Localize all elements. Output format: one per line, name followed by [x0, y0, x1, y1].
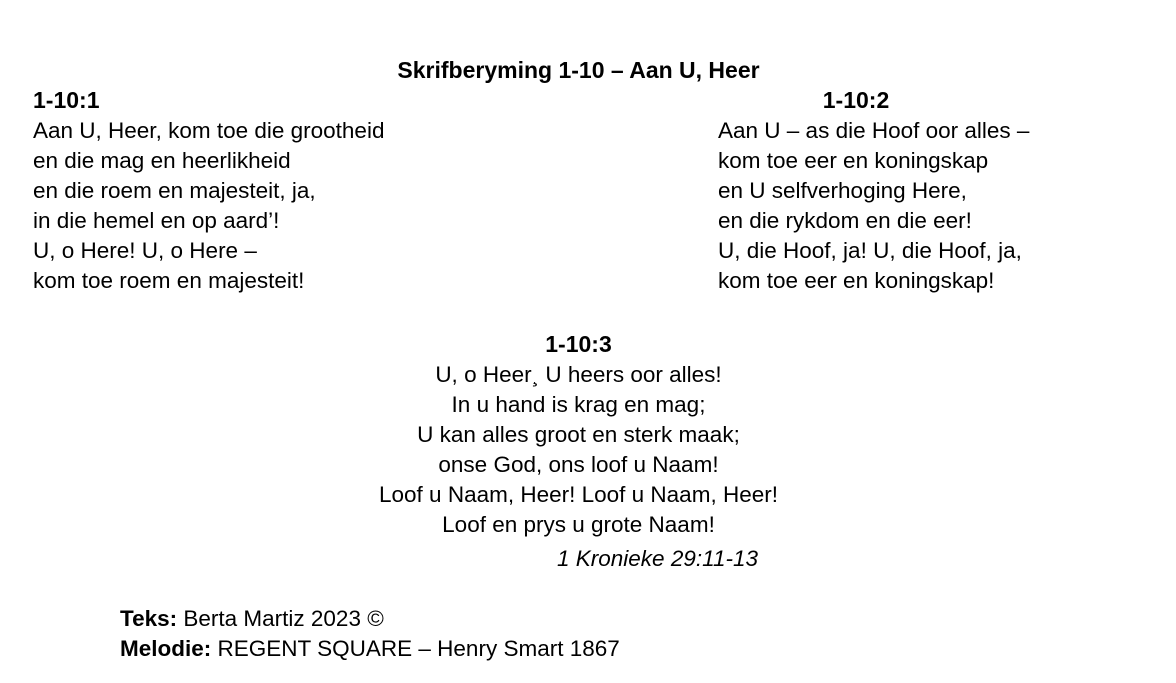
stanza-number: 1-10:3: [545, 331, 612, 357]
lyric-line: en U selfverhoging Here,: [718, 178, 967, 203]
stanza-1: [33, 86, 384, 296]
text-credit-label: Teks:: [120, 606, 178, 631]
stanza-number: 1-10:2: [822, 87, 890, 113]
lyric-line: U, die Hoof, ja! U, die Hoof, ja,: [718, 238, 1022, 263]
text-credit-value: Berta Martiz 2023 ©: [183, 606, 384, 631]
lyric-line: Aan U – as die Hoof oor alles –: [718, 118, 1030, 143]
lyric-line: en die mag en heerlikheid: [33, 148, 291, 173]
lyric-line: en die roem en majesteit, ja,: [33, 178, 316, 203]
lyric-line: U, o Here! U, o Here –: [33, 238, 257, 263]
stanza-number: 1-10:1: [33, 87, 100, 113]
lyric-line: kom toe eer en koningskap!: [718, 268, 995, 293]
document-title: Skrifberyming 1-10 – Aan U, Heer: [397, 57, 760, 83]
melody-credit-value: REGENT SQUARE – Henry Smart 1867: [217, 636, 620, 661]
credits: [120, 604, 620, 664]
lyric-line: in die hemel en op aard’!: [33, 208, 280, 233]
lyric-line: U, o Heer¸ U heers oor alles!: [435, 362, 722, 387]
text-credit: [120, 604, 620, 634]
lyric-line: In u hand is krag en mag;: [451, 392, 706, 417]
melody-credit: [120, 634, 620, 664]
lyric-line: Loof en prys u grote Naam!: [442, 512, 715, 537]
scripture-reference: 1 Kronieke 29:11-13: [557, 546, 758, 571]
lyric-line: onse God, ons loof u Naam!: [438, 452, 719, 477]
lyric-line: kom toe roem en majesteit!: [33, 268, 305, 293]
lyric-line: en die rykdom en die eer!: [718, 208, 972, 233]
lyric-line: Loof u Naam, Heer! Loof u Naam, Heer!: [379, 482, 778, 507]
stanza-2: [718, 86, 1029, 296]
lyric-line: U kan alles groot en sterk maak;: [417, 422, 740, 447]
stanza-3: [0, 330, 1157, 540]
melody-credit-label: Melodie:: [120, 636, 212, 661]
lyric-line: Aan U, Heer, kom toe die grootheid: [33, 118, 385, 143]
lyric-line: kom toe eer en koningskap: [718, 148, 989, 173]
